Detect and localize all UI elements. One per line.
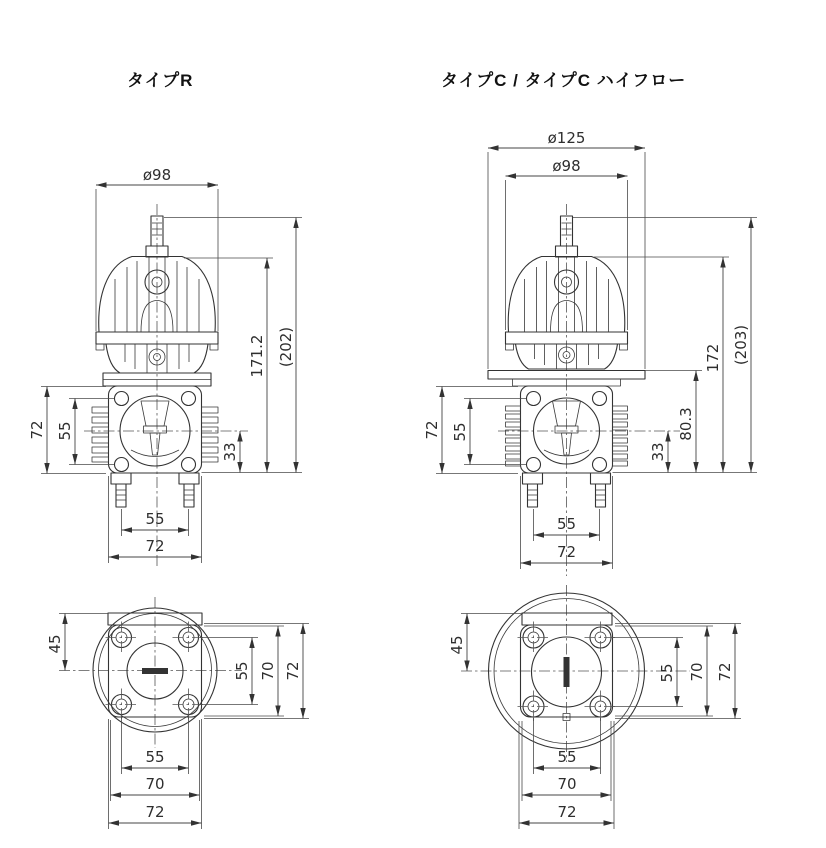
bolt-hole — [593, 392, 607, 406]
dim-label-c-bottom-bolt-pitch-bottom: 55 — [557, 748, 577, 766]
dim-label-c-front-body-height: 172 — [704, 343, 722, 373]
dim-label-r-front-diameter: ø98 — [142, 166, 172, 184]
bolt-hole — [115, 458, 129, 472]
dim-label-c-front-flange-to-base: 80.3 — [677, 407, 695, 441]
dim-label-c-bottom-edge-to-center: 45 — [448, 635, 466, 655]
dim-label-c-front-flange-diameter: ø125 — [547, 129, 586, 147]
type-r-front-view — [28, 166, 302, 568]
dimensions-r-front — [28, 166, 302, 563]
type-c-front-view — [423, 129, 757, 576]
bolt-hole — [182, 458, 196, 472]
type-c-bottom-view — [448, 585, 741, 829]
dim-label-r-bottom-bolt-pitch-bottom: 55 — [145, 748, 165, 766]
title-type-c: タイプC / タイプC ハイフロー — [441, 71, 687, 90]
valve-body-flange — [109, 386, 202, 473]
dim-label-r-front-flange-height: 72 — [28, 420, 46, 440]
dimensions-r-bottom — [46, 614, 309, 830]
bolt-hole — [527, 458, 541, 472]
dim-label-r-bottom-flange-side: 72 — [284, 661, 302, 681]
valve-slot — [142, 668, 168, 674]
bolt-hole — [115, 392, 129, 406]
dim-label-c-front-bolt-pitch-h: 55 — [556, 515, 577, 533]
dim-label-c-front-diameter: ø98 — [552, 157, 581, 175]
dim-label-r-bottom-bolt-pitch-side: 55 — [233, 661, 251, 681]
bolt-hole — [182, 392, 196, 406]
dim-label-r-front-center-to-base: 33 — [221, 442, 239, 462]
dim-label-c-bottom-flange-side: 72 — [716, 662, 734, 682]
dim-label-c-bottom-bolt-pitch-side: 55 — [658, 663, 676, 683]
cooling-fins — [92, 407, 218, 462]
dim-label-c-bottom-body-bottom: 70 — [557, 775, 577, 793]
flange-tab — [522, 613, 612, 625]
dim-label-r-front-bolt-pitch-h: 55 — [145, 510, 165, 528]
dim-label-r-front-flange-width: 72 — [145, 537, 165, 555]
type-r-bottom-view — [46, 597, 309, 829]
dim-label-c-bottom-body-side: 70 — [688, 662, 706, 682]
dim-label-r-bottom-body-bottom: 70 — [145, 775, 165, 793]
dim-label-r-bottom-edge-to-center: 45 — [46, 634, 64, 654]
bolt-hole — [593, 458, 607, 472]
dim-label-c-front-center-to-base: 33 — [649, 442, 667, 462]
dim-label-c-front-overall-height: (203) — [732, 324, 750, 366]
mounting-studs — [111, 473, 199, 507]
dim-label-c-bottom-flange-bottom: 72 — [557, 803, 577, 821]
dim-label-r-front-overall-height: (202) — [277, 326, 295, 368]
valve-slot — [564, 657, 570, 687]
title-type-r: タイプR — [127, 71, 194, 90]
dim-label-r-bottom-flange-bottom: 72 — [145, 803, 165, 821]
dimensions-c-front — [423, 129, 757, 569]
dim-label-c-front-bolt-pitch-v: 55 — [451, 422, 469, 442]
dim-label-c-front-flange-width: 72 — [556, 543, 577, 561]
dim-label-c-front-flange-height: 72 — [423, 420, 441, 440]
dim-label-r-bottom-body-side: 70 — [259, 661, 277, 681]
dim-label-r-front-body-height: 171.2 — [248, 334, 266, 378]
bolt-hole — [527, 392, 541, 406]
dim-label-r-front-bolt-pitch-v: 55 — [56, 421, 74, 441]
